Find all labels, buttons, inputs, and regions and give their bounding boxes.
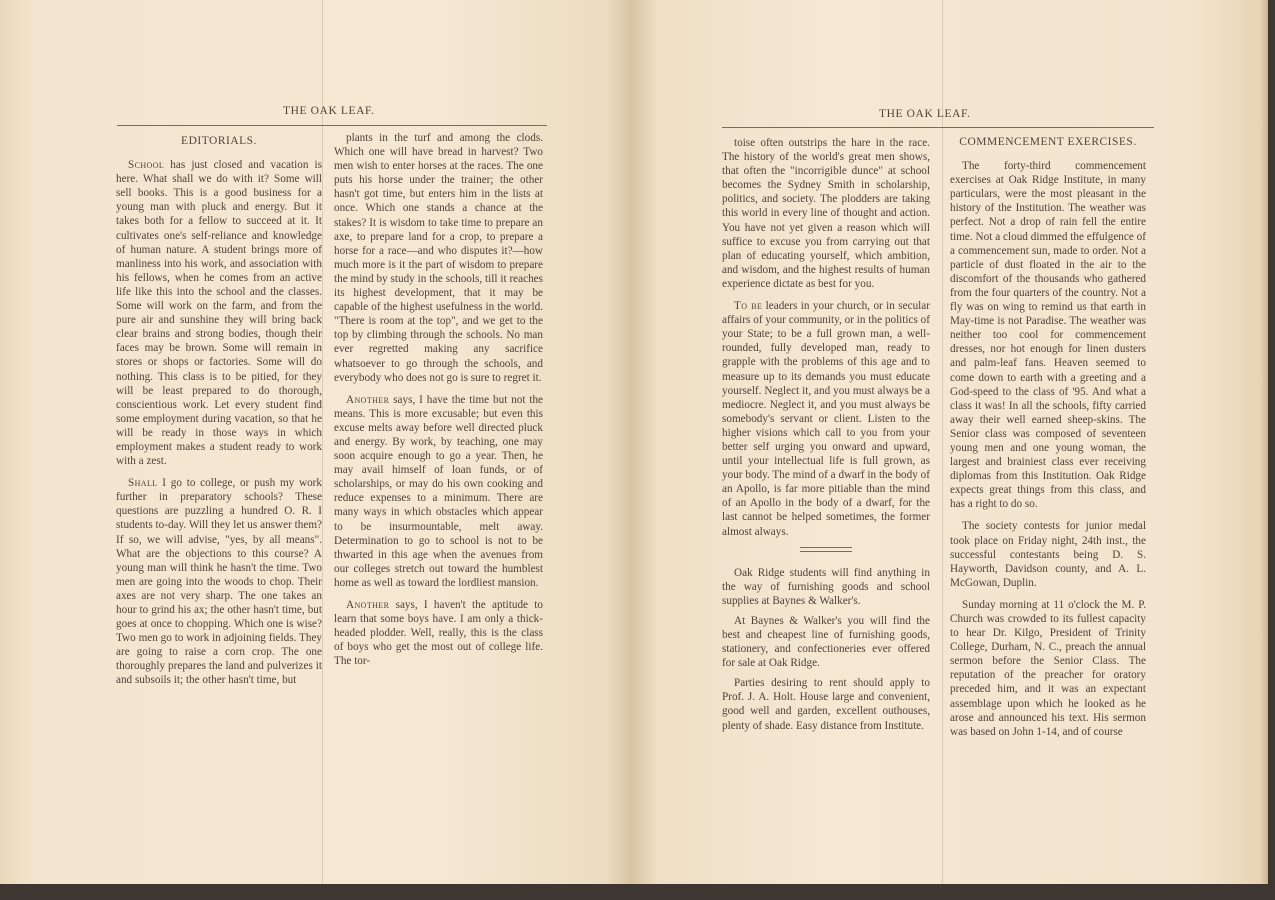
notices-group: [722, 566, 930, 733]
article-paragraph: [334, 598, 543, 668]
article-paragraph: [722, 136, 930, 291]
header-rule-left: [117, 125, 547, 126]
running-head-right: THE OAK LEAF.: [879, 108, 971, 120]
paragraph-text: The forty-third commencement exercises at Oak Ridge Institute, in many particulars, were the most pleasant in the history of the Institution. The weather was perfect. Not a drop of rain fell the entire time. Not a cloud dimmed the effulgence of a commencement sun, made to order. Not a particle of dust floated in the air to the discomfort of the thousands who gathered from the four quarters of the country. Not a fly was on wing to remind us that earth in May-time is not Paradise. The weather was neither too cool for commencement dresses, nor hot enough for linen dusters and palm-leaf fans. Heaven seemed to come down to earth with a greeting and a God-speed to the class of '95. And what a class it was! In all the schools, fifty carried away their well earned sheep-skins. The Senior class was composed of seventeen young men and one young woman, the largest and brainiest class ever receiving diplomas from this Institution. Oak Ridge expects great things from this class, and has a right to do so.: [950, 160, 1146, 511]
notice-paragraph: Oak Ridge students will find anything in the way of furnishing goods and school supplies at Baynes & Walker's.: [722, 566, 930, 607]
article-paragraph: [722, 299, 930, 539]
article-paragraph: [950, 159, 1146, 511]
article-paragraph: [950, 519, 1146, 589]
paragraph-lead-word: Shall: [128, 477, 158, 490]
section-divider: [800, 547, 852, 552]
left-column-1: [116, 134, 322, 688]
paragraph-lead-word: To be: [734, 300, 763, 313]
section-heading-editorials: EDITORIALS.: [181, 135, 257, 147]
header-rule-right: [722, 127, 1154, 128]
notice-paragraph: At Baynes & Walker's you will find the best and cheapest line of furnishing goods, stationery, and confectioneries ever offered for sale at Oak Ridge.: [722, 614, 930, 670]
paragraph-lead-word: School: [128, 159, 165, 172]
notice-paragraph: Parties desiring to rent should apply to Prof. J. A. Holt. House large and convenient, good well and garden, excellent outhouses, plenty of shade. Easy distance from Institute.: [722, 677, 930, 732]
article-paragraph: [116, 158, 322, 468]
paragraph-text: leaders in your church, or in secular affairs of your community, or in the politics of your State; to be a full grown man, a well-rounded, fully developed man, ready to grapple with the problems of this age and to measure up to its demands you must educate yourself. Neglect it, and you must always be a mediocre. Neglect it, and you must always be somebody's servant or client. Listen to the higher visions which call to you from your better self urging you onward and upward, until your intellectual life is full grown, as your body. The mind of a dwarf in the body of an Apollo, is far more pitiable than the mind of an Apollo in the body of a dwarf, for the last cannot be helped sometimes, the former almost always.: [722, 300, 930, 538]
page-edge-shadow: [1260, 0, 1268, 884]
article-paragraph: [334, 393, 543, 590]
fold-crease: [322, 0, 323, 884]
fold-crease: [942, 0, 943, 884]
paragraph-text: says, I have the time but not the means. This is more excusable; but even this excuse melts away before well directed pluck and energy. By work, by teaching, one may soon acquire enough to go a year. Then, he may avail himself of loan funds, or of scholarships, or may do his own cooking and reduce expenses to a minimum. There are many ways in which obstacles which appear to be insurmountable, melt away. Determination to go to school is not to be thwarted in this age when the avenues from our colleges stretch out toward the humblest home as well as toward the lordliest mansion.: [334, 393, 543, 589]
left-column-2: [334, 131, 543, 668]
paragraph-text: plants in the turf and among the clods. Which one will have bread in harvest? Two men wish to enter horses at the races. The one puts his horse under the trainer; the other hasn't got time, but enters him in the lists at once. Which one stands a chance at the stakes? It is wisdom to take time to prepare an axe, to prepare land for a crop, to prepare a horse for a race—and who disputes it?—how much more is it the part of wisdom to prepare the mind by study in the schools, till it reaches its highest development, that it may be capable of the highest usefulness in the world. "There is room at the top", and we get to the top by climbing through the schools. No man ever regretted making any sacrifice whatsoever to go through the schools, and everybody who does not go is sure to regret it.: [334, 132, 543, 384]
right-page: [632, 0, 1268, 884]
left-page: [0, 0, 632, 884]
right-column-2: [950, 135, 1146, 739]
article-paragraph: [950, 598, 1146, 739]
right-column-1: [722, 136, 930, 733]
paragraph-text: The society contests for junior medal took place on Friday night, 24th inst., the successful contestants being D. S. Hayworth, Davidson county, and A. L. McGowan, Duplin.: [950, 520, 1146, 589]
paragraph-text: toise often outstrips the hare in the race. The history of the world's great men shows, that often the "incorrigible dunce" at school becomes the Sydney Smith in scholarship, politics, and society. The plodders are taking this world in every line of thought and action. You have not yet given a reason which will suffice to excuse you from carrying out that plan of educating yourself, which ambition, and wisdom, and the highest results of human experience dictate as best for you.: [722, 137, 930, 290]
paragraph-text: Sunday morning at 11 o'clock the M. P. Church was crowded to its fullest capacity to hear Dr. Kilgo, President of Trinity College, Durham, N. C., preach the annual sermon before the Senior Class. The reputation of the preacher for oratory preceded him, and it was an expectant assemblage upon which he looked as he arose and announced his text. His sermon was based on John 1-14, and of course: [950, 598, 1146, 738]
paragraph-text: has just closed and vacation is here. What shall we do with it? Some will sell books. This is a good business for a young man with pluck and energy. But it takes both for a fellow to succeed at it. It cultivates one's self-reliance and knowledge of human nature. A student brings more of manliness into his work, and association with his fellows, when he comes from an active life like this into the school and the classes. Some will work on the farm, and from the pure air and sunshine they will bring back clear brains and strong bodies, though their faces may be brown. Some will remain in stores or shops or factories. Some will do nothing. This class is to be pitied, for they will be least prepared to do thorough, conscientious work. Let every student find some employment during vacation, so that he will be ready in those ways in which employment makes a student ready to work with a zest.: [116, 159, 322, 468]
section-heading-commencement: COMMENCEMENT EXERCISES.: [959, 136, 1137, 148]
running-head-left: THE OAK LEAF.: [283, 105, 375, 117]
paragraph-group: [334, 131, 543, 668]
paragraph-lead-word: Another: [346, 599, 390, 611]
paragraph-text: says, I haven't the aptitude to learn that some boys have. I am only a thick-headed plodder. Well, really, this is the class of boys who get the most out of college life. The tor-: [334, 599, 543, 668]
paragraph-group: [950, 159, 1146, 739]
paragraph-text: I go to college, or push my work further in preparatory schools? These questions are puzzling a hundred O. R. I students to-day. Will they let us answer them? If so, we will advise, "yes, by all means". What are the objections to this course? A young man will think he hasn't the time. Two men are going into the woods to chop. Their axes are not very sharp. The one takes an hour to grind his ax; the other hasn't time, but goes at once to chopping. Which one is wise? Two men go to work in adjoining fields. They are going to raise a corn crop. The one thoroughly prepares the land and pulverizes it and subsoils it; the other hasn't time, but: [116, 477, 322, 687]
paragraph-lead-word: Another: [346, 393, 390, 406]
paragraph-group: [722, 136, 930, 539]
article-paragraph: [334, 131, 543, 385]
paragraph-group: [116, 158, 322, 687]
article-paragraph: [116, 476, 322, 687]
